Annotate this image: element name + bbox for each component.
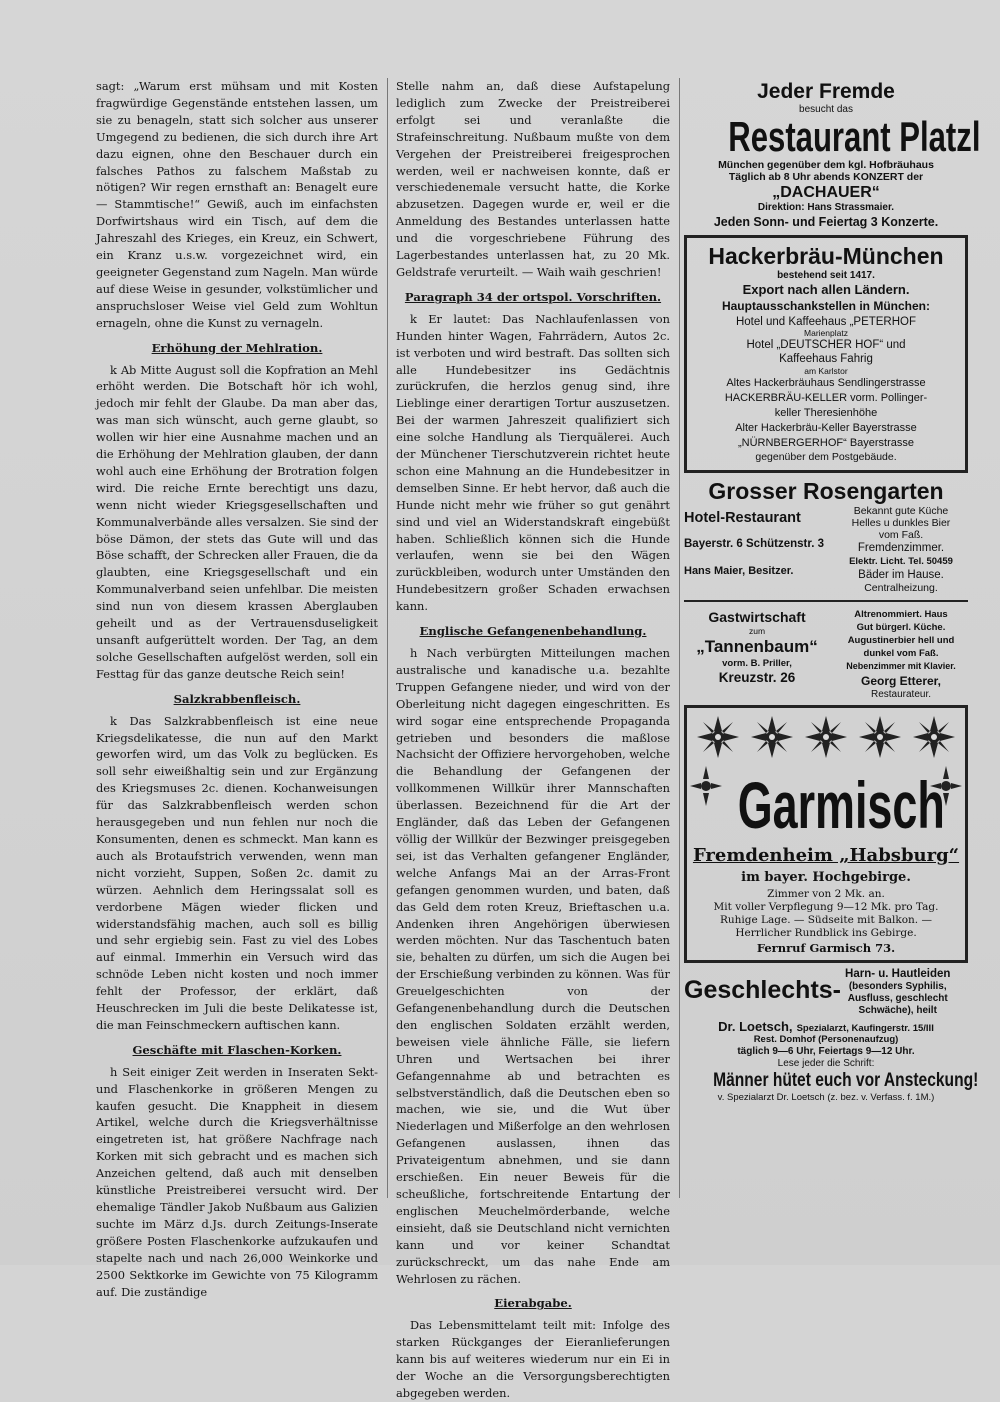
edelweiss-side-icon	[689, 764, 723, 808]
ad-tannenbaum-address: Kreuzstr. 26	[718, 670, 796, 685]
ad-divider	[684, 600, 968, 602]
ad-rosengarten-bier: Helles u dunkles Bier	[851, 517, 951, 529]
ad-tannenbaum-name: „Tannenbaum“	[696, 637, 818, 656]
headline-eierabgabe: Eierabgabe.	[494, 1296, 572, 1311]
article-paragraph-34-text: k Er lautet: Das Nachlaufenlassen von Hunden hinter Wagen, Fahrrädern, Autos 2c. ist verboten und wird bestraft. Das sollten sich alle Hundebesitzer ins Gedächtnis zurückrufen, die herzlos genug sind, ihre Lieblinge einer derartigen Tortur auszusetzen. Bei der warmen Jahreszeit qualifiziert sich eine solche Handlung als Tierquälerei. Auch der Münchener Tierschutzverein richtet heute schon eine Mahnung an die Hundebesitzer in demselben Sinne. Er hebt hervor, daß auch die Hunde nicht mehr wie früher so gut genährt sind und viel an Widerstandskraft eingebüßt haben. Schließlich können sich die Hunde verlaufen, wenn sie bei den Wägen zurückbleiben, wodurch unter Umständen den Hundebesitzern großer Schaden erwachsen kann.	[396, 311, 670, 614]
ad-hacker-line: Alter Hackerbräu-Keller Bayerstrasse	[735, 422, 917, 434]
ad-hacker-export: Export nach allen Ländern.	[742, 282, 910, 297]
ad-garmisch-phone: Fernruf Garmisch 73.	[756, 941, 896, 955]
ad-garmisch-region: im bayer. Hochgebirge.	[741, 870, 911, 885]
ad-platzl-name: Restaurant Platzl	[728, 113, 981, 160]
ad-loetsch-read: Lese jeder die Schrift:	[777, 1058, 875, 1069]
headline-flaschen-korken: Geschäfte mit Flaschen-Korken.	[132, 1042, 342, 1057]
article-mehlration-text: k Ab Mitte August soll die Kopfration an Mehl erhöht werden. Die Botschaft hör ich wohl, jedoch mir fehlt der Glaube. Da man aber das, was man sich wünscht, auch gerne glaubt, so wollen wir hier eine Ausnahme machen und an die Erhöhung der Mehlration glauben, der dann wohl auch eine Erhöhung der Brotration folgen wird. Die reiche Ernte berechtigt uns dazu, wenn nicht wieder Kriegsgesellschaften und Kommunalverbände alles versalzen. Sie sind der böse Dämon, der stets das Gute will und das Böse schafft, der Schrecken aller Frauen, die da glaubten, eine Kriegsgesellschaft und ein Kommunalverband seien unfehlbar. Die meisten sind nun von diesem krassen Aberglauben geheilt und as der Vertrauensduseligkeit unsanft aufgerüttelt worden. Der Tag, an dem solche Gesellschaften aufgelöst werden, soll ein Festtag für das ganze deutsche Reich sein!	[96, 362, 378, 681]
ad-platzl-sunday: Jeden Sonn- und Feiertag 3 Konzerte.	[713, 215, 939, 229]
ad-platzl-location: München gegenüber dem kgl. Hofbräuhaus	[718, 159, 934, 171]
ad-loetsch-line: Ausfluss, geschlecht	[847, 993, 948, 1004]
ad-loetsch-line: Harn- u. Hautleiden	[845, 968, 951, 980]
ad-hacker-line: „NÜRNBERGERHOF“ Bayerstrasse	[737, 437, 915, 449]
ad-tannenbaum-vorm: vorm. B. Priller,	[722, 658, 792, 669]
ad-rosengarten-zimmer: Fremdenzimmer.	[857, 542, 945, 554]
ad-garmisch-line: Ruhige Lage. — Südseite mit Balkon. —	[720, 914, 932, 926]
edelweiss-icon	[695, 714, 741, 760]
ad-garmisch-line: Zimmer von 2 Mk. an.	[767, 888, 885, 900]
ad-rosengarten-name: Grosser Rosengarten	[708, 478, 944, 504]
ad-hacker-line: Marienplatz	[804, 328, 848, 338]
ad-tannenbaum	[684, 606, 968, 705]
ad-tannenbaum-line: Nebenzimmer mit Klavier.	[846, 661, 956, 671]
ad-rosengarten-hotel: Hotel-Restaurant	[684, 510, 801, 526]
ad-loetsch-line: (besonders Syphilis,	[848, 981, 947, 992]
headline-salzkrabbenfleisch: Salzkrabbenfleisch.	[173, 691, 301, 706]
ad-restaurant-platzl	[684, 76, 981, 232]
ad-tannenbaum-owner: Georg Etterer,	[860, 674, 942, 688]
ad-platzl-subline: besucht das	[799, 104, 853, 115]
ad-hacker-line: HACKERBRÄU-KELLER vorm. Pollinger-	[724, 392, 928, 404]
ad-hacker-name: Hackerbräu-München	[708, 243, 944, 269]
ad-loetsch-line: Schwäche), heilt	[858, 1005, 937, 1016]
column-divider	[387, 78, 388, 1198]
ad-tannenbaum-gast: Gastwirtschaft	[708, 609, 806, 625]
ad-garmisch-habsburg	[684, 705, 968, 963]
text-column-middle	[396, 78, 670, 1402]
ad-loetsch-footer: v. Spezialarzt Dr. Loetsch (z. bez. v. Verfass. f. 1M.)	[717, 1092, 935, 1103]
ad-hacker-line: Hotel „DEUTSCHER HOF“ und	[746, 339, 906, 351]
ad-loetsch-headline: Geschlechts-	[684, 976, 842, 1004]
article-gefangenenbehandlung-text: h Nach verbürgten Mitteilungen machen australische und kanadische u.a. bezahlte Truppen Gefangene nieder, und wird von der Oberleitung nicht dagegen eingeschritten. Es wird sogar eine entsprechende Propaganda getrieben und besonders die maßlose Nachsicht der Offiziere hervorgehoben, welche die Behandlung der Gefangenen der vollkommenen Willkür ihrer Mannschaften überlassen. Bezeichnend für die Art der Engländer, daß das Leben der Gefangenen völlig der Willkür der Bezwinger preisgegeben sei, ist das Verhalten gefangener Engländer, welche Anfangs Mai an der Arras-Front gefangen genommen wurden, und baten, daß das Geld dem roten Kreuz, Brieftaschen u.a. Andenken ihren Angehörigen überwiesen werden möchten. Nur das Taschentuch baten sie, behalten zu dürfen, um sich die Augen bei der Erschießung verbinden zu können. Was für Greuelgeschichten von der Gefangenenbehandlung durch die Deutschen den englischen Soldaten erzählt werden, beweisen viele ähnliche Fälle, sie liefern Uhren und Wertsachen bei ihrer Gefangennahme ab und betrachten es selbstverständlich, daß die Deutschen eben so machen, wie sie, und die Wut über Niederlagen und Mißerfolge an den wehrlosen Gefangenen auslassen, ihnen das Privateigentum abnehmen, und sie dann erschießen. Ein neuer Beweis für die scheußliche, fortschreitende Entartung der englischen Meuchelmörderbande, welche einsieht, daß sie Deutschland nicht vernichten kann und vor keiner Schandtat zurückschreckt, um das nahe Ende am Wehrlosen zu rächen.	[396, 646, 670, 1286]
ad-rosengarten-kueche: Bekannt gute Küche	[853, 505, 949, 517]
article-flaschen-korken-text: h Seit einiger Zeit werden in Inseraten Sekt- und Flaschenkorke in größeren Mengen zu kaufen gesucht. Die Knappheit in diesem Artikel, welche durch die Kriegsverhältnisse eingetreten ist, hat größere Nachfrage nach Korken mit sich gebracht und es machen sich Anzeichen geltend, daß auch mit denselben künstliche Preistreiberei versucht wird. Der ehemalige Tändler Jakob Nußbaum aus Galizien suchte im März d.Js. durch Zeitungs-Inserate größere Posten Flaschenkorke aufzukaufen und stapelte nach und nach 26,000 Weinkorke und 2500 Sektkorke im Gewichte von 75 Kilogramm auf. Die zuständige	[96, 1064, 378, 1299]
ad-tannenbaum-zum: zum	[748, 626, 766, 636]
edelweiss-icon	[911, 714, 957, 760]
ad-loetsch-title: Männer hütet euch vor Ansteckung!	[713, 1070, 979, 1091]
ad-rosengarten-fass: vom Faß.	[878, 529, 924, 541]
ad-tannenbaum-line: Gut bürgerl. Küche.	[856, 622, 946, 633]
ad-loetsch-spec: Spezialarzt, Kaufingerstr. 15/III	[796, 1023, 934, 1034]
ad-hacker-line: gegenüber dem Postgebäude.	[755, 451, 897, 463]
headline-englische-gefangenenbehandlung: Englische Gefangenenbehandlung.	[419, 624, 647, 639]
ad-platzl-concert: Täglich ab 8 Uhr abends KONZERT der	[728, 171, 924, 183]
ad-rosengarten-licht: Elektr. Licht. Tel. 50459	[849, 556, 953, 567]
ad-hacker-since: bestehend seit 1417.	[777, 270, 875, 281]
ad-dr-loetsch	[684, 963, 979, 1104]
ad-platzl-band: „DACHAUER“	[772, 184, 880, 201]
ad-tannenbaum-line: Altrenommiert. Haus	[854, 609, 948, 620]
ad-hacker-haupt: Hauptausschankstellen in München:	[721, 299, 931, 313]
ad-rosengarten-heizung: Centralheizung.	[864, 582, 938, 594]
ad-hacker-line: Hotel und Kaffeehaus „PETERHOF	[735, 316, 917, 328]
ad-hacker-line: am Karlstor	[804, 366, 848, 376]
ad-platzl-direktion: Direktion: Hans Strassmaier.	[757, 202, 895, 213]
article-salzkrabbenfleisch-text: k Das Salzkrabbenfleisch ist eine neue Kriegsdelikatesse, die nun auf den Markt geworfen wird, um das Volk zu beglücken. Es soll sehr eiweißhaltig sein und zur Ergänzung des Kriegsmuses 2c. dienen. Kochanweisungen für das Salzkrabbenfleisch werden schon herausgegeben und nun fehlen nur noch die Konsumenten, denen es schmeckt. Man kann es auch als Brotaufstrich verwenden, wenn man nicht vorzieht, Suppen, Soßen 2c. damit zu würzen. Aehnlich dem Heringssalat soll es verdorbene Mägen wieder flicken und widerstandsfähig machen, auch soll es billig und sehr ergiebig sein. Fast zu viel des Lobes auf einmal. Immerhin ein Versuch wird das schnöde Leben nicht kosten und noch immer fehlt der Professor, der erklärt, daß Heuschrecken im Juli die beste Delikatesse ist, die man Feinschmeckern auftischen kann.	[96, 713, 378, 1032]
ad-hacker-line: Altes Hackerbräuhaus Sendlingerstrasse	[726, 377, 926, 389]
ad-rosengarten-owner: Hans Maier, Besitzer.	[684, 565, 794, 577]
text-column-left	[96, 78, 378, 1300]
ad-grosser-rosengarten	[684, 473, 968, 596]
ad-tannenbaum-line: dunkel vom Faß.	[863, 648, 939, 659]
ad-garmisch-line: Mit voller Verpflegung 9—12 Mk. pro Tag.	[713, 901, 939, 913]
article-eierabgabe-text: Das Lebensmittelamt teilt mit: Infolge des starken Rückganges der Eieranlieferungen kann bis auf weiteres wiederum nur ein Ei in der Woche an die Versorgungsberechtigten abgegeben werden.	[396, 1318, 670, 1400]
ad-garmisch-line: Herrlicher Rundblick ins Gebirge.	[735, 927, 917, 939]
ad-tannenbaum-role: Restaurateur.	[870, 689, 932, 700]
ad-loetsch-doctor: Dr. Loetsch,	[718, 1019, 793, 1034]
ad-platzl-headline: Jeder Fremde	[757, 80, 895, 103]
ad-garmisch-fremdenheim: Fremdenheim „Habsburg“	[692, 845, 960, 866]
column-divider	[679, 78, 680, 1198]
edelweiss-icon	[749, 714, 795, 760]
advertisement-column	[684, 76, 981, 1104]
ad-loetsch-hours: täglich 9—6 Uhr, Feiertags 9—12 Uhr.	[737, 1046, 915, 1057]
ad-rosengarten-baeder: Bäder im Hause.	[858, 569, 944, 581]
edelweiss-ornament-row	[689, 710, 963, 764]
edelweiss-icon	[803, 714, 849, 760]
article-continuation-text: Stelle nahm an, daß diese Aufstapelung lediglich zum Zwecke der Preistreiberei erfolgt sei und veranlaßte die Strafeinschreitung. Nußbaum mußte von dem Vergehen der Preistreiberei freigesprochen werden, weil er nachweisen konnte, daß er verschiedenemale versucht hatte, die Korke abzusetzen. Dagegen wurde er, weil er die Anmeldung des Bestandes unterlassen hatte und die vorgeschriebene Führung des Lagerbestandes unterlassen hat, zu 20 Mk. Geldstrafe verurteilt. — Waih waih geschrien!	[396, 79, 670, 279]
ad-garmisch-name: Garmisch	[737, 768, 945, 842]
ad-hacker-line: Kaffeehaus Fahrig	[779, 353, 873, 365]
ad-loetsch-rest: Rest. Domhof (Personenaufzug)	[753, 1034, 899, 1045]
ad-hackerbraeu	[684, 235, 968, 473]
edelweiss-icon	[857, 714, 903, 760]
ad-hacker-line: keller Theresienhöhe	[774, 407, 878, 419]
headline-paragraph-34: Paragraph 34 der ortspol. Vorschriften.	[404, 289, 662, 304]
headline-mehlration: Erhöhung der Mehlration.	[151, 340, 323, 355]
ad-rosengarten-address: Bayerstr. 6 Schützenstr. 3	[684, 538, 824, 550]
article-intro-paragraph: sagt: „Warum erst mühsam und mit Kosten fragwürdige Gegenstände entstehen lassen, um sie zu benageln, statt sich solcher aus unserer Umgegend zu bedienen, die sich durch ihre Art dazu eignen, ohne den Beschauer durch ein falsches Pathos zu falschem Maßstab zu nötigen? Wir regen ernsthaft an: Benagelt eure — Stammtische!“ Gewiß, auch im einfachsten Dorfwirtshaus wird ein Tisch, auf dem die Jahreszahl des Krieges, ein Kreuz, ein Schwert, ein Kranz u.s.w. vorgezeichnet wird, ein geeigneter Gegenstand zum Nageln. Man würde auf diese Weise in gesunder, volkstümlicher und anspruchsloser Weise viel Geld zum Wohltun ernageln, ohne die Kunst zu vernageln.	[96, 79, 378, 330]
ad-tannenbaum-line: Augustinerbier hell und	[847, 635, 955, 646]
